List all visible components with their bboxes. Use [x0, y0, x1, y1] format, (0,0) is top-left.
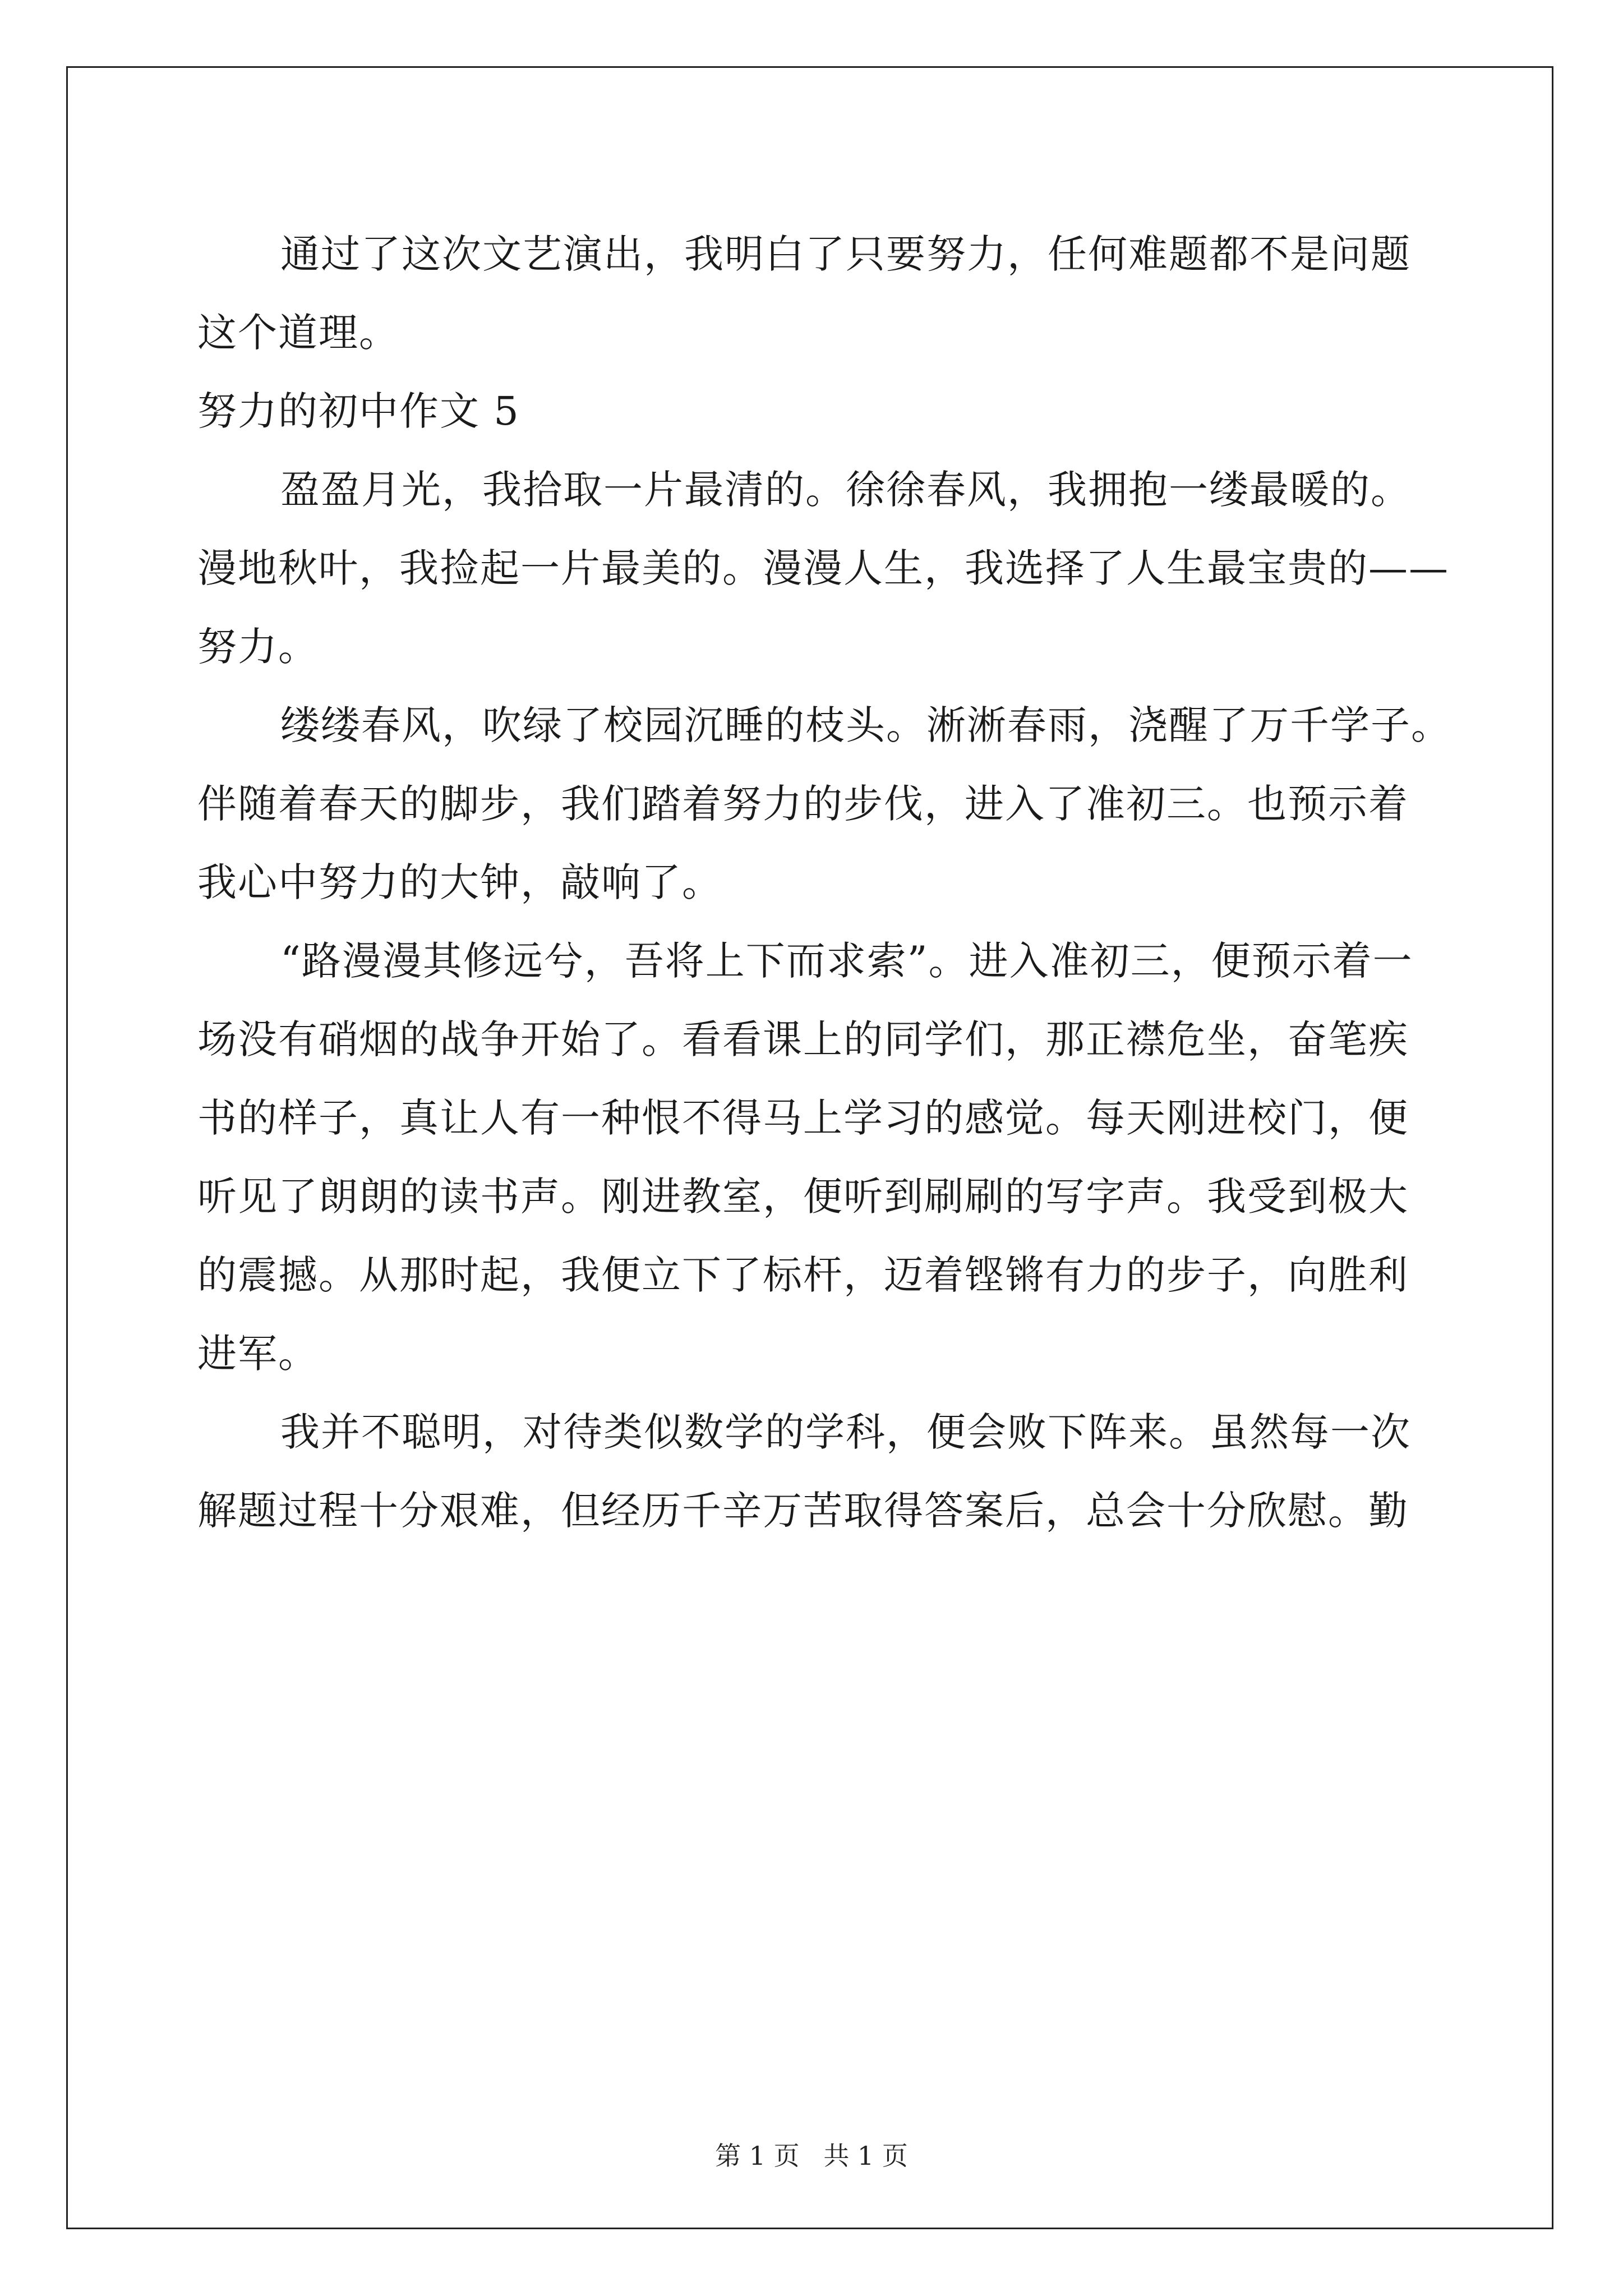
- page-total: 共 1 页: [823, 2141, 908, 2171]
- page-number: 第 1 页: [715, 2141, 800, 2171]
- page-footer: [0, 2143, 1623, 2169]
